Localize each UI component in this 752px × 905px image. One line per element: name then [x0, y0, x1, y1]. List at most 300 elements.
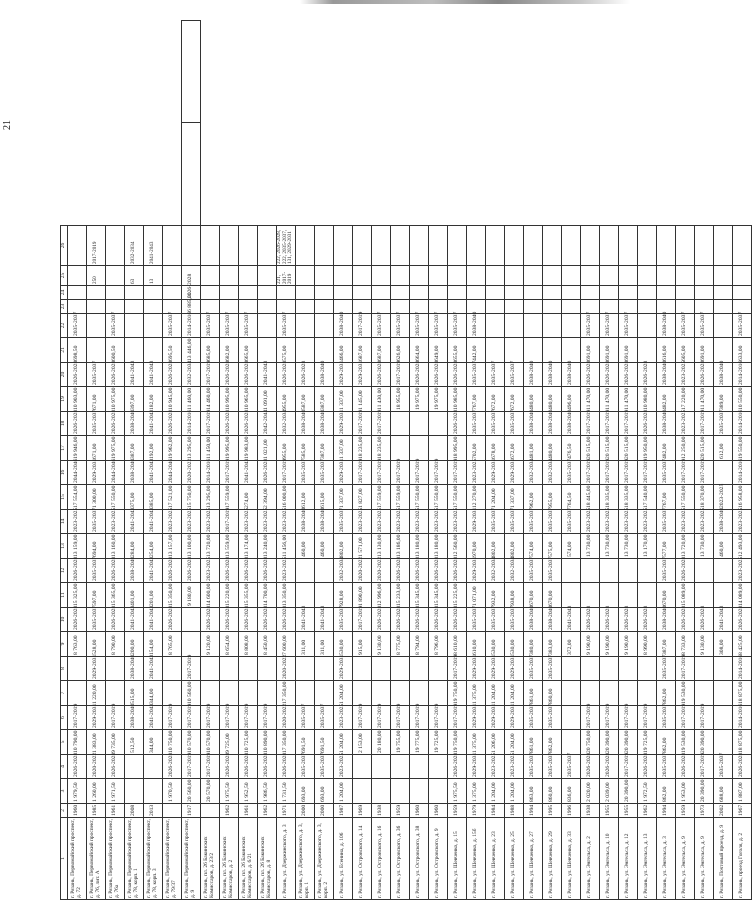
- table-cell: 2 394,00: [257, 485, 276, 510]
- address-cell: г. Рязань, Первомайский проспект, д. 76а: [105, 818, 124, 900]
- table-row: [181, 21, 200, 900]
- table-cell: [599, 681, 618, 706]
- table-cell: 13 100,00: [181, 534, 200, 559]
- table-cell: 2029-2031: [466, 510, 485, 534]
- table-cell: 182,00: [143, 387, 162, 412]
- table-cell: 2026-2028: [428, 363, 447, 387]
- table-cell: 18 235,00: [371, 436, 390, 461]
- table-cell: 633,00: [732, 338, 751, 363]
- column-number-7: 7: [61, 681, 68, 706]
- table-cell: 2026-2028: [162, 412, 181, 436]
- table-cell: 9 130,00: [694, 632, 713, 657]
- table-cell: 2023-2025: [675, 412, 694, 436]
- table-cell: 2041-2043: [143, 226, 162, 266]
- table-cell: 1987: [333, 804, 352, 818]
- table-cell: [181, 123, 200, 226]
- table-cell: 2035-2037: [523, 706, 542, 730]
- table-cell: [637, 300, 656, 314]
- table-cell: [390, 412, 409, 436]
- table-cell: 2017-2019: [390, 461, 409, 485]
- table-cell: 2026-2028: [390, 608, 409, 632]
- table-cell: 19 725,00: [428, 730, 447, 755]
- table-cell: 15 365,00: [105, 583, 124, 608]
- table-cell: [561, 266, 580, 286]
- table-cell: 19 950,00: [637, 436, 656, 461]
- table-cell: [713, 583, 732, 608]
- table-cell: 2017-2019: [580, 412, 599, 436]
- table-cell: 274,00: [238, 485, 257, 510]
- table-cell: 2029-2031: [466, 559, 485, 583]
- table-cell: 12 560,00: [447, 534, 466, 559]
- page-number: 21: [2, 120, 13, 130]
- table-cell: 18 445,00: [580, 485, 599, 510]
- table-cell: 2041-2043: [713, 608, 732, 632]
- table-cell: 1938: [371, 804, 390, 818]
- table-cell: [637, 583, 656, 608]
- table-cell: [238, 657, 257, 681]
- table-cell: 1961: [238, 804, 257, 818]
- table-cell: 401,00: [124, 583, 143, 608]
- table-cell: 1 375,00: [466, 681, 485, 706]
- table-cell: [314, 266, 333, 286]
- table-cell: 649,00: [428, 338, 447, 363]
- table-cell: [124, 755, 143, 779]
- table-cell: 10 750,00: [162, 730, 181, 755]
- table-cell: [105, 657, 124, 681]
- table-cell: 482,00: [656, 436, 675, 461]
- table-cell: 528,00: [86, 632, 105, 657]
- table-cell: 2035-2037: [504, 412, 523, 436]
- table-cell: 767,00: [656, 485, 675, 510]
- table-cell: [162, 681, 181, 706]
- table-cell: 221, 2017-2019: [276, 266, 295, 286]
- table-cell: 200,00: [124, 632, 143, 657]
- table-cell: 8 775,00: [390, 632, 409, 657]
- table-cell: 693,00: [314, 779, 333, 804]
- table-row: [67, 21, 86, 900]
- table-cell: 836,00: [561, 779, 580, 804]
- address-cell: г. Рязань, Первомайский проспект, д. 76, лит. А: [86, 818, 105, 900]
- table-cell: [314, 657, 333, 681]
- table-cell: 2035-2037: [295, 461, 314, 485]
- table-cell: 2041-2043: [143, 412, 162, 436]
- table-cell: 13 730,00: [618, 534, 637, 559]
- table-cell: 1962: [637, 804, 656, 818]
- table-cell: [390, 436, 409, 461]
- address-cell: г. Рязань, Первомайский проспект, д. 78, корп. 3: [143, 818, 162, 900]
- table-cell: [561, 314, 580, 338]
- table-cell: [618, 681, 637, 706]
- table-cell: 575,00: [542, 534, 561, 559]
- table-cell: 19 725,00: [637, 730, 656, 755]
- table-cell: 2026-2028: [67, 559, 86, 583]
- table-cell: 2032-2034: [181, 363, 200, 387]
- table-cell: 2038-2040: [523, 412, 542, 436]
- table-cell: [637, 266, 656, 286]
- table-cell: 15 350,00: [162, 583, 181, 608]
- table-cell: 671,00: [86, 436, 105, 461]
- table-cell: 63: [124, 266, 143, 286]
- table-cell: 2 020,00: [580, 779, 599, 804]
- table-cell: [390, 779, 409, 804]
- table-cell: 2023-2025: [713, 485, 732, 510]
- table-cell: 1962: [219, 804, 238, 818]
- column-number-2: 2: [61, 804, 68, 818]
- table-cell: 2038-2040: [656, 363, 675, 387]
- table-cell: 2035-2037: [542, 755, 561, 779]
- table-cell: 8 733,00: [675, 632, 694, 657]
- table-cell: 2026-2028: [675, 559, 694, 583]
- table-cell: 10 995,00: [219, 387, 238, 412]
- table-cell: 284,00: [124, 534, 143, 559]
- address-cell: г. Рязань, ул. Энгельса, д. 9: [675, 818, 694, 900]
- column-number-20: 20: [61, 363, 68, 387]
- table-cell: [314, 300, 333, 314]
- table-cell: 616,00: [656, 338, 675, 363]
- table-cell: 2026-2028: [238, 412, 257, 436]
- table-cell: 387,00: [314, 387, 333, 412]
- table-cell: 344,00: [143, 730, 162, 755]
- column-number-16: 16: [61, 461, 68, 485]
- table-cell: 1 383,00: [86, 730, 105, 755]
- table-cell: 2035-2037: [333, 510, 352, 534]
- table-row: [523, 21, 542, 900]
- table-cell: 19 962,00: [162, 436, 181, 461]
- table-cell: 466,00: [333, 338, 352, 363]
- table-cell: 19 946,00: [67, 436, 86, 461]
- table-cell: [314, 226, 333, 266]
- table-cell: 2038-2040: [314, 510, 333, 534]
- table-cell: 2002: [713, 804, 732, 818]
- table-cell: 2035-2037: [314, 755, 333, 779]
- table-cell: [599, 559, 618, 583]
- table-cell: 2035-2037: [580, 314, 599, 338]
- table-cell: 670,00: [542, 583, 561, 608]
- table-cell: 2035-2037: [466, 412, 485, 436]
- table-cell: 2029-2031: [466, 706, 485, 730]
- table-cell: 2041-2043: [143, 461, 162, 485]
- table-cell: [504, 314, 523, 338]
- table-cell: 2041-2043: [143, 559, 162, 583]
- table-cell: 2017-2019: [219, 706, 238, 730]
- table-cell: 2023-2025: [276, 510, 295, 534]
- table-cell: [124, 779, 143, 804]
- table-cell: 2035-2037: [162, 314, 181, 338]
- table-cell: 19 975,00: [409, 387, 428, 412]
- table-cell: 600,50: [105, 338, 124, 363]
- table-cell: 13 180,00: [428, 534, 447, 559]
- table-cell: 2035-2037: [656, 461, 675, 485]
- table-cell: 19 775,00: [409, 730, 428, 755]
- table-cell: 1 204,00: [504, 730, 523, 755]
- table-cell: 2029-2031: [86, 461, 105, 485]
- table-cell: 308,00: [713, 632, 732, 657]
- table-cell: 2017-2019: [200, 363, 219, 387]
- table-cell: 2038-2040: [713, 510, 732, 534]
- column-number-14: 14: [61, 510, 68, 534]
- table-row: [599, 21, 618, 900]
- table-cell: 610,00: [466, 632, 485, 657]
- table-cell: 597,00: [86, 583, 105, 608]
- table-cell: 585,00: [295, 436, 314, 461]
- table-cell: 1 953,00: [675, 779, 694, 804]
- column-number-22: 22: [61, 314, 68, 338]
- table-cell: 2017-2019: [447, 706, 466, 730]
- table-row: [504, 21, 523, 900]
- table-cell: [162, 286, 181, 300]
- table-cell: 2017-2019: [599, 412, 618, 436]
- table-cell: 19 530,00: [675, 681, 694, 706]
- table-cell: [580, 226, 599, 266]
- table-cell: 442,00: [466, 338, 485, 363]
- table-cell: 2029-2031: [86, 657, 105, 681]
- table-cell: 2029-2031: [485, 657, 504, 681]
- table-cell: [390, 755, 409, 779]
- table-cell: 17 350,00: [276, 730, 295, 755]
- table-cell: 15 233,00: [390, 583, 409, 608]
- table-cell: [542, 286, 561, 300]
- table-cell: 2035-2037: [656, 755, 675, 779]
- table-cell: 2026-2028: [580, 755, 599, 779]
- table-cell: 2023-2025: [675, 363, 694, 387]
- table-cell: 1 204,00: [333, 681, 352, 706]
- column-number-24: 24: [61, 286, 68, 300]
- table-cell: [371, 226, 390, 266]
- table-cell: [542, 314, 561, 338]
- table-cell: 17 550,00: [105, 485, 124, 510]
- table-cell: 2023-2025: [67, 510, 86, 534]
- table-cell: 385,00: [143, 485, 162, 510]
- table-cell: 20 390,00: [618, 730, 637, 755]
- table-cell: 2023-2025: [447, 510, 466, 534]
- table-cell: 19 995,00: [219, 436, 238, 461]
- table-cell: 1 972,50: [637, 779, 656, 804]
- table-cell: 2023-2025: [618, 510, 637, 534]
- table-cell: [561, 226, 580, 266]
- table-cell: [352, 755, 371, 779]
- table-cell: 2035-2037: [504, 608, 523, 632]
- table-cell: 2038-2040: [124, 461, 143, 485]
- table-cell: 2023-2025: [732, 559, 751, 583]
- table-cell: 1 220,00: [86, 681, 105, 706]
- table-cell: 512,50: [124, 730, 143, 755]
- address-cell: г. Рязань, ул. Дзержинского, д. 3, корп. 1: [295, 818, 314, 900]
- table-cell: [219, 681, 238, 706]
- table-cell: 1 204,00: [504, 681, 523, 706]
- table-cell: 574,00: [523, 534, 542, 559]
- table-cell: 2026-2028: [162, 559, 181, 583]
- table-cell: 1959: [390, 804, 409, 818]
- table-cell: [105, 681, 124, 706]
- table-cell: [409, 779, 428, 804]
- table-cell: [694, 266, 713, 286]
- column-number-13: 13: [61, 534, 68, 559]
- table-cell: 17 559,00: [390, 485, 409, 510]
- table-cell: [713, 461, 732, 485]
- table-cell: 2035-2037: [86, 510, 105, 534]
- table-cell: 2020-2022: [181, 461, 200, 485]
- table-row: [124, 21, 143, 900]
- table-cell: 1 337,00: [333, 387, 352, 412]
- table-cell: [409, 266, 428, 286]
- table-cell: [257, 681, 276, 706]
- table-cell: [257, 300, 276, 314]
- table-cell: 1 971,50: [105, 779, 124, 804]
- table-cell: [238, 681, 257, 706]
- table-cell: 2029-2031: [333, 412, 352, 436]
- table-cell: [67, 266, 86, 286]
- table-cell: 2035-2037: [485, 510, 504, 534]
- table-cell: 1955: [599, 804, 618, 818]
- table-cell: 2026-2028: [257, 608, 276, 632]
- table-cell: 2041-2043: [143, 657, 162, 681]
- table-cell: [295, 286, 314, 300]
- table-row: [162, 21, 181, 900]
- table-cell: [713, 681, 732, 706]
- table-cell: [162, 657, 181, 681]
- table-cell: [713, 657, 732, 681]
- table-cell: 372,00: [561, 632, 580, 657]
- table-cell: [637, 226, 656, 266]
- table-cell: 2038-2040: [713, 363, 732, 387]
- table-cell: 2017-2019: [447, 657, 466, 681]
- table-cell: 2038-2040: [542, 608, 561, 632]
- table-cell: 2035-2037: [314, 706, 333, 730]
- table-cell: 2017-2019: [618, 461, 637, 485]
- table-cell: 2026-2028: [162, 363, 181, 387]
- table-cell: [219, 266, 238, 286]
- table-cell: 2035-2037: [67, 314, 86, 338]
- table-cell: [561, 706, 580, 730]
- table-row: [257, 21, 276, 900]
- table-cell: 2000: [295, 804, 314, 818]
- table-cell: 460,00: [713, 534, 732, 559]
- table-cell: 2014-2016: [732, 706, 751, 730]
- table-cell: 2017-2019: [105, 706, 124, 730]
- table-cell: 682,00: [219, 338, 238, 363]
- table-cell: 2023-2025: [276, 559, 295, 583]
- table-cell: 375,00: [124, 485, 143, 510]
- address-cell: г. Рязань, ул. Шевченко, д. 29: [542, 818, 561, 900]
- table-cell: 2026-2028: [447, 559, 466, 583]
- table-cell: 13 295,00: [181, 436, 200, 461]
- table-cell: 20 390,00: [694, 779, 713, 804]
- table-cell: 20 390,00: [618, 779, 637, 804]
- table-cell: 2023-2025: [504, 755, 523, 779]
- column-number-1: 1: [61, 818, 68, 900]
- table-cell: 1959: [447, 804, 466, 818]
- address-cell: г. Рязань, ул. Шевченко, д. 15: [447, 818, 466, 900]
- table-cell: 8 990,00: [637, 632, 656, 657]
- table-cell: 861,00: [523, 730, 542, 755]
- table-cell: 861,00: [523, 681, 542, 706]
- table-cell: 2023-2025: [257, 510, 276, 534]
- table-cell: 2038-2040: [124, 412, 143, 436]
- table-cell: 2023-2025: [694, 510, 713, 534]
- column-number-17: 17: [61, 436, 68, 461]
- table-cell: 2023-2025: [409, 510, 428, 534]
- table-cell: 13 730,00: [580, 534, 599, 559]
- table-cell: 2013: [143, 804, 162, 818]
- table-cell: [200, 266, 219, 286]
- table-cell: 2038-2040: [542, 412, 561, 436]
- table-cell: 2035-2037: [485, 412, 504, 436]
- repair-schedule-table: [60, 20, 752, 900]
- column-number-4: 4: [61, 755, 68, 779]
- table-cell: 17 220,00: [675, 387, 694, 412]
- table-cell: [181, 608, 200, 632]
- table-cell: 2017-2019: [352, 461, 371, 485]
- table-cell: [352, 681, 371, 706]
- address-cell: г. Рязань, ул. Энгельса, д. 13: [637, 818, 656, 900]
- table-cell: 1985: [86, 804, 105, 818]
- table-cell: 17 540,00: [637, 485, 656, 510]
- table-cell: 10 570,00: [181, 730, 200, 755]
- column-number-11: 11: [61, 583, 68, 608]
- table-cell: 2023-2025: [333, 755, 352, 779]
- table-row: [352, 21, 371, 900]
- address-cell: г. Рязань, ул. Энгельса, д. 10: [599, 818, 618, 900]
- table-cell: 2026-2028: [428, 608, 447, 632]
- table-cell: [219, 657, 238, 681]
- scan-edge-mark: [300, 0, 630, 4]
- table-cell: 612,00: [713, 436, 732, 461]
- table-cell: 1 204,00: [485, 779, 504, 804]
- table-cell: [637, 286, 656, 300]
- table-cell: 2038-2040: [295, 510, 314, 534]
- table-cell: [314, 559, 333, 583]
- table-cell: 2023-2025: [162, 510, 181, 534]
- table-cell: [200, 226, 219, 266]
- table-cell: [143, 286, 162, 300]
- table-cell: 2023-2025: [637, 510, 656, 534]
- table-cell: 1 375,00: [466, 779, 485, 804]
- table-cell: 2035-2037: [561, 461, 580, 485]
- table-cell: 1 571,00: [352, 534, 371, 559]
- table-cell: [352, 779, 371, 804]
- table-cell: 962,00: [523, 485, 542, 510]
- table-cell: 2035-2037: [409, 314, 428, 338]
- column-number-8: 8: [61, 657, 68, 681]
- table-cell: [257, 657, 276, 681]
- table-row: [466, 21, 485, 900]
- table-cell: 19 750,00: [447, 681, 466, 706]
- table-cell: 12 493,00: [732, 534, 751, 559]
- table-cell: 11 450,00: [200, 436, 219, 461]
- table-cell: [504, 266, 523, 286]
- table-cell: 8 794,00: [409, 632, 428, 657]
- table-cell: 2026-2028: [67, 755, 86, 779]
- table-cell: 2032-2034: [485, 559, 504, 583]
- column-number-19: 19: [61, 387, 68, 412]
- table-cell: 2023-2025: [390, 510, 409, 534]
- table-cell: [105, 266, 124, 286]
- table-cell: 2035-2037: [333, 608, 352, 632]
- table-cell: 2026-2028: [599, 363, 618, 387]
- table-cell: 15 355,00: [238, 583, 257, 608]
- table-cell: [181, 632, 200, 657]
- table-cell: 1 204,00: [333, 779, 352, 804]
- table-cell: 2035-2037: [656, 657, 675, 681]
- table-cell: 2026-2028: [580, 363, 599, 387]
- address-cell: г. Рязань, Первомайский проспект, д. 72: [67, 818, 86, 900]
- table-cell: 664,00: [409, 338, 428, 363]
- table-cell: 2029-2031: [333, 461, 352, 485]
- table-cell: [542, 338, 561, 363]
- table-cell: 694,00: [86, 534, 105, 559]
- table-cell: [371, 266, 390, 286]
- table-cell: [257, 286, 276, 300]
